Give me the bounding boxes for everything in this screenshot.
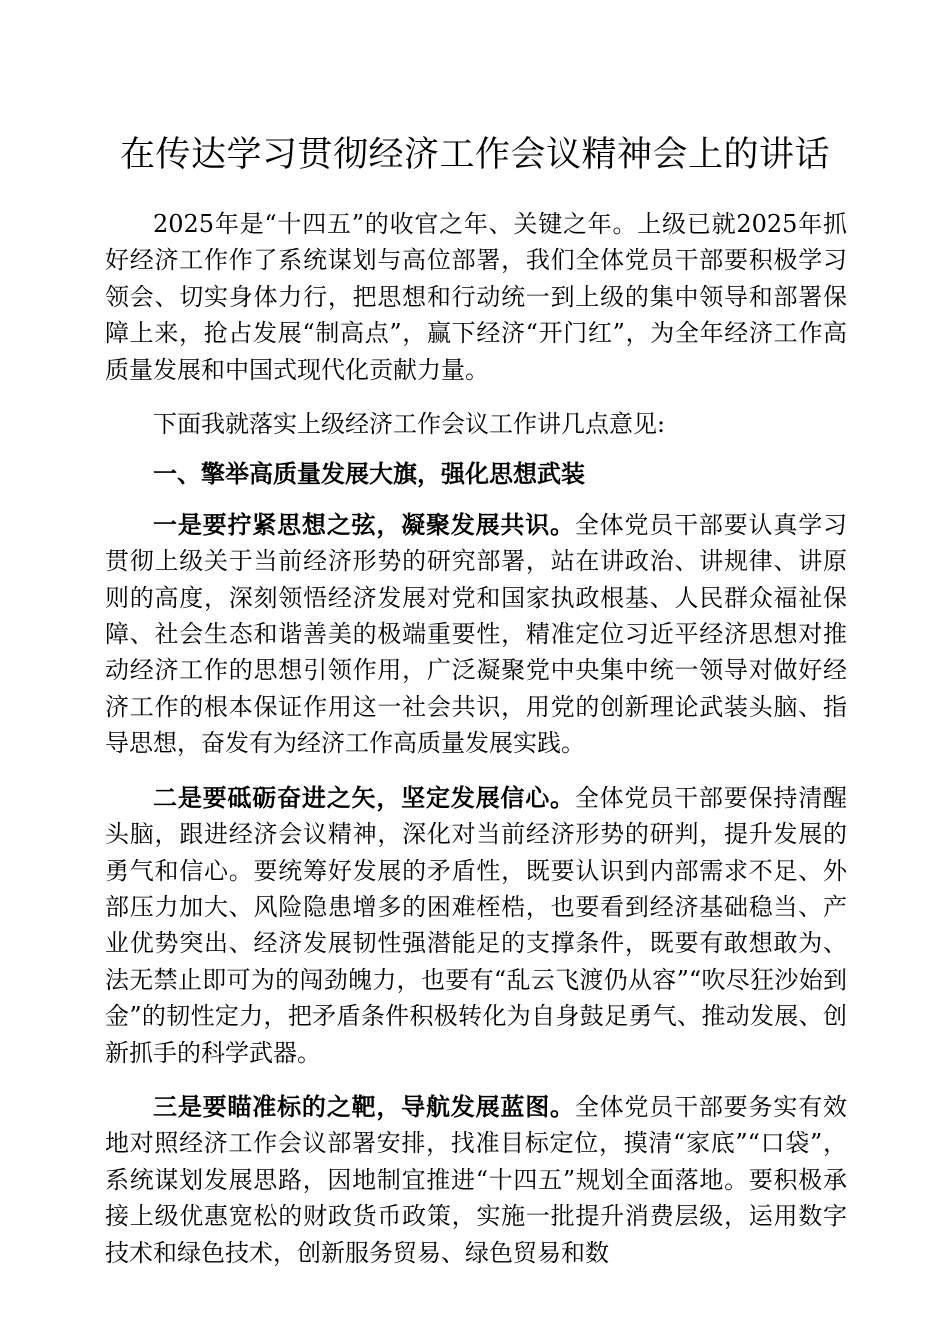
point-lead: 一是要拧紧思想之弦，凝聚发展共识。 [153,509,575,539]
point-lead: 三是要瞄准标的之靶，导航发展蓝图。 [153,1091,575,1121]
point-paragraph [105,507,847,762]
point-paragraph [105,1089,847,1271]
point-text: 全体党员干部要务实有效地对照经济工作会议部署安排，找准目标定位，摸清“家底”“口袋”，系统谋划发展思路，因地制宜推进“十四五”规划全面落地。要积极承接上级优惠宽松的财政货币政策，实施一批提升消费层级，运用数字技术和绿色技术，创新服务贸易、绿色贸易和数 [105,1092,848,1267]
point-text: 全体党员干部要认真学习贯彻上级关于当前经济形势的研究部署，站在讲政治、讲规律、讲原则的高度，深刻领悟经济发展对党和国家执政根基、人民群众福祉保障、社会生态和谐善美的极端重要性，精准定位习近平经济思想对推动经济工作的思想引领作用，广泛凝聚党中央集中统一领导对做好经济工作的根本保证作用这一社会共识，用党的创新理论武装头脑、指导思想，奋发有为经济工作高质量发展实践。 [105,510,848,758]
point-lead: 二是要砥砺奋进之矢，坚定发展信心。 [153,782,575,812]
point-paragraph [105,780,847,1071]
transition-paragraph: 下面我就落实上级经济工作会议工作讲几点意见: [153,410,666,439]
point-text: 全体党员干部要保持清醒头脑，跟进经济会议精神，深化对当前经济形势的研判，提升发展的勇气和信心。要统筹好发展的矛盾性，既要认识到内部需求不足、外部压力加大、风险隐患增多的困难桎梏，也要看到经济基础稳当、产业优势突出、经济发展韧性强潜能足的支撑条件，既要有敢想敢为、法无禁止即可为的闯劲魄力，也要有“乱云飞渡仍从容”“吹尽狂沙始到金”的韧性定力，把矛盾条件积极转化为自身鼓足勇气、推动发展、创新抓手的科学武器。 [105,783,848,1067]
document-body [105,206,847,1271]
document-title: 在传达学习贯彻经济工作会议精神会上的讲话 [119,135,830,175]
section-heading: 一、擎举高质量发展大旗，强化思想武装 [153,459,585,489]
intro-paragraph: 2025年是“十四五”的收官之年、关键之年。上级已就2025年抓好经济工作作了系统谋划与高位部署，我们全体党员干部要积极学习领会、切实身体力行，把思想和行动统一到上级的集中领导和部署保障上来，抢占发展“制高点”，赢下经济“开门红”，为全年经济工作高质量发展和中国式现代化贡献力量。 [105,210,847,384]
